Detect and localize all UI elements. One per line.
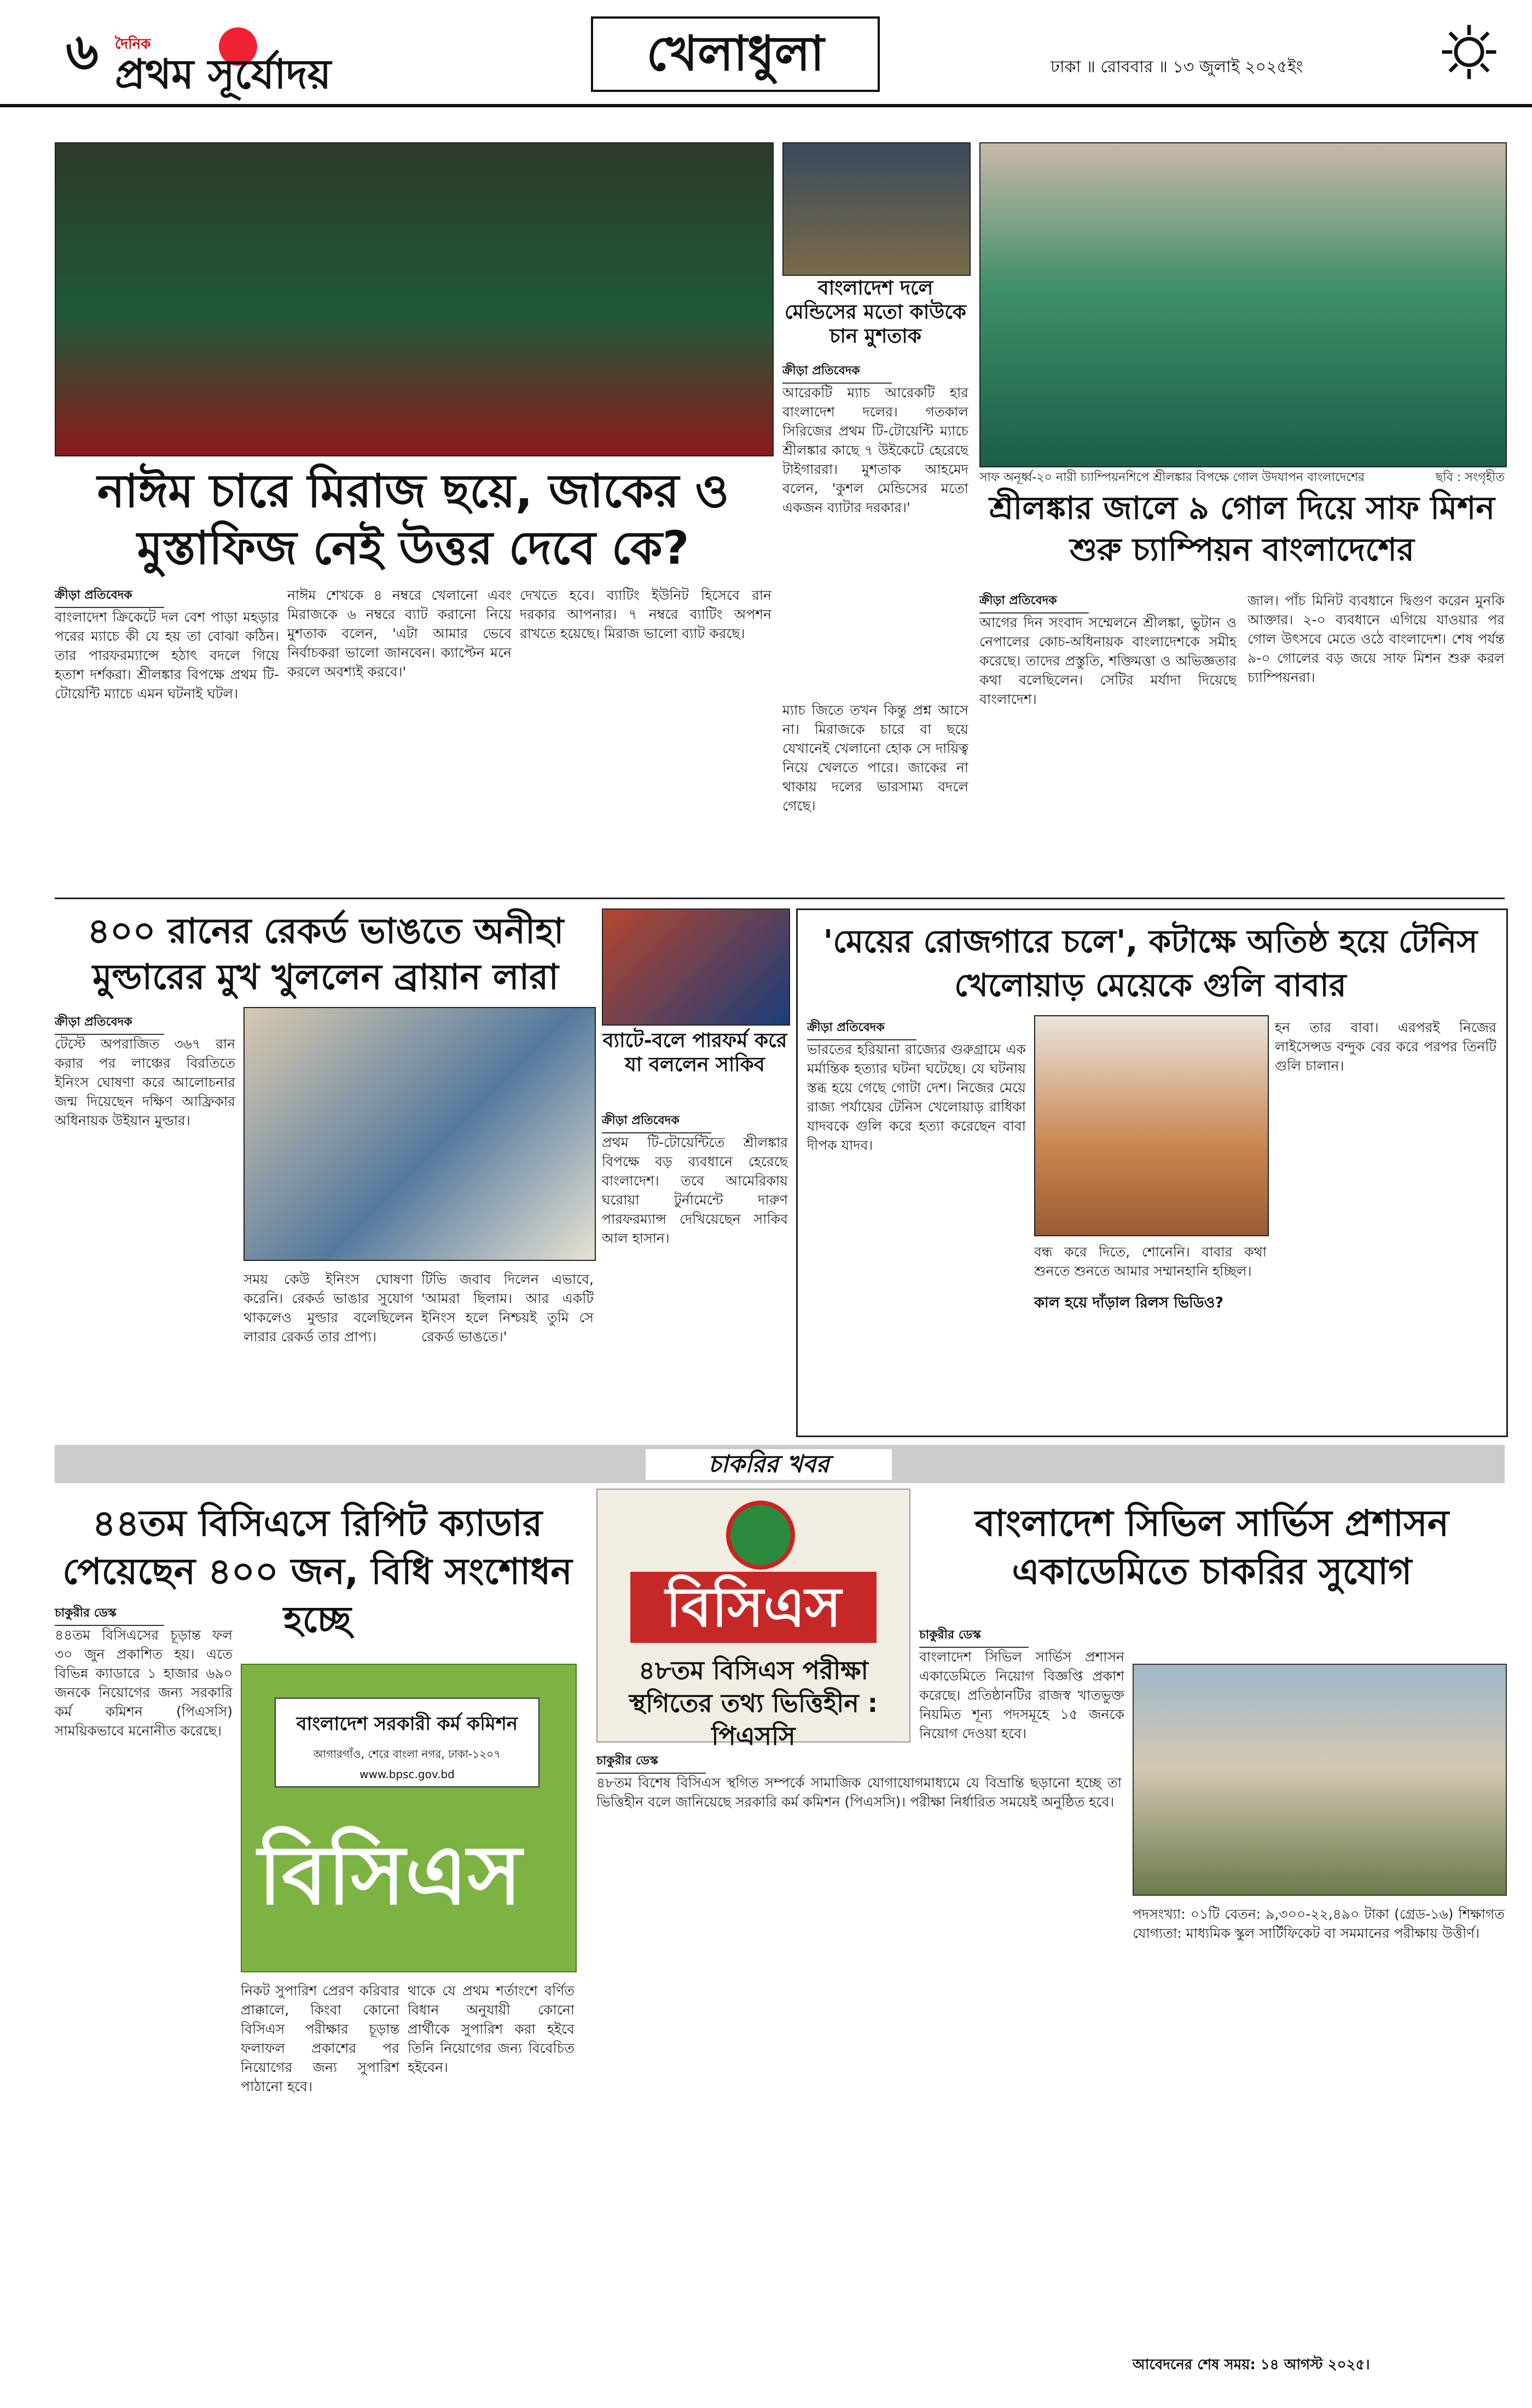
article6-byline: ক্রীড়া প্রতিবেদক <box>807 1018 916 1040</box>
shakib-photo <box>602 908 790 1026</box>
article1-headline: নাঈম চারে মিরাজ ছয়ে, জাকের ও মুস্তাফিজ নেই উত্তর দেবে কে? <box>97 464 729 575</box>
women-photo-credit: ছবি : সংগৃহীত <box>1435 471 1505 484</box>
article2-body: আরেকটি ম্যাচ আরেকটি হার বাংলাদেশ দলের। গতকাল সিরিজের প্রথম টি-টোয়েন্টি ম্যাচে শ্রীলঙ্কার কাছে ৭ উইকেটে হেরেছে টাইগাররা। মুশতাক আহমেদ বলেন, 'কুশল মেন্ডিসের মতো একজন ব্যাটার দরকার।' <box>782 385 968 516</box>
women-photo-caption: সাফ অনূর্ধ্ব-২০ নারী চ্যাম্পিয়নশিপে শ্রীলঙ্কার বিপক্ষে গোল উদযাপন বাংলাদেশের <box>979 471 1365 484</box>
newspaper-logo: প্রথম সূর্যোদয় <box>115 51 332 98</box>
article8-headline: ৪৮তম বিসিএস পরীক্ষা স্থগিতের তথ্য ভিত্তিহীন : পিএসসি <box>629 1656 878 1751</box>
article9-deadline: আবেদনের শেষ সময়: ১৪ আগস্ট ২০২৫। <box>1133 2357 1370 2373</box>
article6-headline: 'মেয়ের রোজগারে চলে', কটাক্ষে অতিষ্ঠ হয়ে টেনিস খেলোয়াড় মেয়েকে গুলি বাবার <box>823 923 1478 1004</box>
team-photo <box>55 142 774 456</box>
article9-byline: চাকুরীর ডেস্ক <box>919 1625 1029 1648</box>
article1-col2: নাঈম শেখকে ৪ নম্বরে খেলানো এবং মিরাজকে ৬ নম্বরে ব্যাট করানো নিয়ে মুশতাক বলেন, 'এটা আমার ভেবে নির্বাচকরা ভালো জানবেন। ক্যাপ্টেন মনে করলে অবশ্যই করবে।' <box>287 587 512 680</box>
article9-col1: বাংলাদেশ সিভিল সার্ভিস প্রশাসন একাডেমিতে নিয়োগ বিজ্ঞপ্তি প্রকাশ করেছে। প্রতিষ্ঠানটির রাজস্ব খাতভুক্ত নিয়মিত শূন্য পদসমূহে ১৫ জনকে নিয়োগ দেওয়া হবে। <box>919 1649 1124 1741</box>
article6-col3: হন তার বাবা। এরপরই নিজের লাইসেন্সড বন্দুক বের করে পরপর তিনটি গুলি চালান। <box>1275 1020 1496 1074</box>
article9-headline: বাংলাদেশ সিভিল সার্ভিস প্রশাসন একাডেমিতে চাকরির সুযোগ <box>974 1502 1449 1593</box>
page-number: ৬ <box>66 22 98 81</box>
article7-col1: ৪৪তম বিসিএসের চূড়ান্ত ফল ৩০ জুন প্রকাশিত হয়। এতে বিভিন্ন ক্যাডারে ১ হাজার ৬৯০ জনকে নিয়োগের জন্য সরকারি কর্ম কমিশন (পিএসসি) সাময়িকভাবে মনোনীত করেছে। <box>55 1627 233 1739</box>
women-team-photo <box>979 142 1507 467</box>
lara-mulder-photo <box>243 1007 596 1261</box>
article1-col1: বাংলাদেশ ক্রিকেটে দল বেশ পাড়া মহড়ার পরের ম্যাচে কী যে হয় তা বোঝা কঠিন। তার পারফরম্যান্সে হঠাৎ বদলে গিয়ে হতাশ দর্শকরা। শ্রীলঙ্কার বিপক্ষে প্রথম টি-টোয়েন্টি ম্যাচে এমন ঘটনাই ঘটল। <box>55 609 279 702</box>
article3-byline: ক্রীড়া প্রতিবেদক <box>979 591 1089 613</box>
article1-col3: দেখতে হবে। ব্যাটিং ইউনিট হিসেবে রান দরকার আপনার। ৭ নম্বরে ব্যাটিং অপশন রাখতে হয়েছে। মিরাজ ভালো ব্যাট করছে। <box>520 587 771 641</box>
article6-subhead: কাল হয়ে দাঁড়াল রিলস ভিডিও? <box>1034 1294 1224 1311</box>
article4-col2: সময় কেউ ইনিংস ঘোষণা করেনি। রেকর্ড ভাঙার সুযোগ থাকলেও মুল্ডার বলেছিলেন লারার রেকর্ড তার প্রাপ্য। <box>243 1271 413 1345</box>
divider <box>55 898 1505 899</box>
psc-address: আগারগাঁও, শেরে বাংলা নগর, ঢাকা-১২০৭ <box>313 1747 501 1761</box>
article7-col2: নিকট সুপারিশ প্রেরণ করিবার প্রাক্কালে, কিংবা কোনো বিসিএস পরীক্ষার চূড়ান্ত ফলাফল প্রকাশের পর নিয়োগের জন্য সুপারিশ পাঠানো হবে। <box>241 1983 399 2094</box>
article1-byline: ক্রীড়া প্রতিবেদক <box>55 586 164 608</box>
article6-col1: ভারতের হরিয়ানা রাজ্যের গুরুগ্রামে এক মর্মান্তিক হত্যার ঘটনা ঘটেছে। যে ঘটনায় স্তব্ধ হয়ে গেছে গোটা দেশ। নিজের মেয়ে রাজ্য পর্যায়ের টেনিস খেলোয়াড় রাধিকা যাদবকে গুলি করে হত্যা করেছেন বাবা দীপক যাদব। <box>807 1041 1026 1153</box>
sun-ornament-icon <box>1439 22 1499 82</box>
mushtaq-photo <box>782 142 971 276</box>
bcs-advert <box>596 1489 910 1751</box>
article8-byline: চাকুরীর ডেস্ক <box>596 1751 706 1774</box>
dateline: ঢাকা ॥ রোববার ॥ ১৩ জুলাই ২০২৫ইং <box>1051 57 1303 77</box>
article5-byline: ক্রীড়া প্রতিবেদক <box>602 1111 711 1133</box>
academy-building-photo <box>1133 1664 1507 1896</box>
psc-website: www.bpsc.gov.bd <box>359 1768 455 1781</box>
article1-col4: ম্যাচ জিতে তখন কিন্তু প্রশ্ন আসে না। মিরাজকে চারে বা ছয়ে যেখানেই খেলানো হোক সে দায়িত্ব নিয়ে খেলতে পারে। জাকের না থাকায় দলের ভারসাম্য বদলে গেছে। <box>782 702 968 814</box>
article3-headline: শ্রীলঙ্কার জালে ৯ গোল দিয়ে সাফ মিশন শুরু চ্যাম্পিয়ন বাংলাদেশের <box>989 489 1495 568</box>
radhika-photo <box>1034 1015 1269 1236</box>
bcs-banner: বিসিএস <box>630 1572 877 1643</box>
job-news-title: চাকরির খবর <box>646 1449 892 1480</box>
psc-seal-icon <box>726 1501 795 1570</box>
article9-col2: পদসংখ্যা: ০১টি বেতন: ৯,৩০০-২২,৪৯০ টাকা (গ্রেড-১৬) শিক্ষাগত যোগ্যতা: মাধ্যমিক স্কুল সার্টিফিকেট বা সমমানের পরীক্ষায় উত্তীর্ণ। <box>1133 1906 1505 1941</box>
article7-col3: থাকে যে প্রথম শর্তাংশে বর্ণিত বিধান অনুযায়ী কোনো প্রার্থীকে সুপারিশ করা হইবে তিনি নিয়োগের জন্য বিবেচিত হইবেন। <box>408 1983 574 2075</box>
article3-col2: জাল। পাঁচ মিনিট ব্যবধানে দ্বিগুণ করেন মুনকি আক্তার। ২-০ ব্যবধানে এগিয়ে যাওয়ার পর গোল উৎসবে মেতে ওঠে বাংলাদেশ। শেষ পর্যন্ত ৯-০ গোলের বড় জয়ে সাফ মিশন শুরু করল চ্যাম্পিয়নরা। <box>1247 593 1505 685</box>
logo-prefix: দৈনিক <box>115 36 151 53</box>
article2-byline: ক্রীড়া প্রতিবেদক <box>782 361 892 384</box>
article8-body: ৪৮তম বিশেষ বিসিএস স্থগিত সম্পর্কে সামাজিক যোগাযোগমাধ্যমে যে বিভ্রান্তি ছড়ানো হচ্ছে তা ভিত্তিহীন বলে জানিয়েছে সরকারি কর্ম কমিশন (পিএসসি)। পরীক্ষা নির্ধারিত সময়েই অনুষ্ঠিত হবে। <box>596 1775 1122 1810</box>
article3-col1: আগের দিন সংবাদ সম্মেলনে শ্রীলঙ্কা, ভুটান ও নেপালের কোচ-অধিনায়ক বাংলাদেশকে সমীহ করেছে। তাদের প্রস্তুতি, শক্তিমত্তা ও অভিজ্ঞতার কথা বলেছিলেন। সেটির মর্যাদা দিয়েছে বাংলাদেশ। <box>979 615 1237 707</box>
article6-col2: বন্ধ করে দিতে, শোনেনি। বাবার কথা শুনতে শুনতে আমার সম্মানহানি হচ্ছিল। <box>1034 1244 1267 1279</box>
psc-advert <box>241 1664 577 1972</box>
article5-headline: ব্যাটে-বলে পারফর্ম করে যা বললেন সাকিব <box>602 1029 787 1076</box>
article4-headline: ৪০০ রানের রেকর্ড ভাঙতে অনীহা মুল্ডারের মুখ খুললেন ব্রায়ান লারা <box>87 911 564 998</box>
psc-org-name: বাংলাদেশ সরকারী কর্ম কমিশন <box>296 1713 518 1735</box>
article5-body: প্রথম টি-টোয়েন্টিতে শ্রীলঙ্কার বিপক্ষে বড় ব্যবধানে হেরেছে বাংলাদেশ। তবে আমেরিকায় ঘরোয়া টুর্নামেন্টে দারুণ পারফরম্যান্স দেখিয়েছেন সাকিব আল হাসান। <box>602 1134 788 1246</box>
psc-advert-bcs: বিসিএস <box>258 1828 522 1923</box>
article7-byline: চাকুরীর ডেস্ক <box>55 1604 164 1626</box>
article7-headline: ৪৪তম বিসিএসে রিপিট ক্যাডার পেয়েছেন ৪০০ জন, বিধি সংশোধন হচ্ছে <box>62 1502 572 1641</box>
section-title: খেলাধুলা <box>591 16 880 92</box>
article2-headline: বাংলাদেশ দলে মেন্ডিসের মতো কাউকে চান মুশতাক <box>785 277 966 348</box>
article4-col3: টিভি জবাব দিলেন এভাবে, 'আমরা ছিলাম। আর একটি ইনিংস হলে নিশ্চয়ই তুমি সে রেকর্ড ভাঙতে।' <box>421 1271 594 1345</box>
article4-byline: ক্রীড়া প্রতিবেদক <box>55 1012 164 1035</box>
psc-advert-panel <box>275 1698 539 1787</box>
article4-col1: টেস্টে অপরাজিত ৩৬৭ রান করার পর লাঞ্চের বিরতিতে ইনিংস ঘোষণা করে আলোচনার জন্ম দিয়েছেন দক্ষিণ আফ্রিকার অধিনায়ক উইয়ান মুল্ডার। <box>55 1036 235 1128</box>
